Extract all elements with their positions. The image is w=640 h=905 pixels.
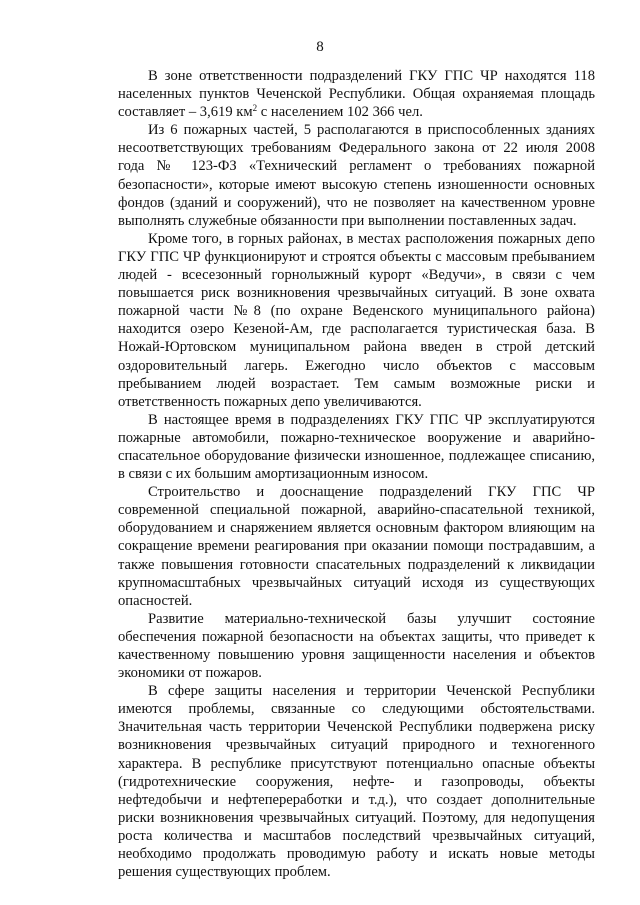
paragraph-mountain-areas: Кроме того, в горных районах, в местах расположения пожарных депо ГКУ ГПС ЧР функционируют и строятся объекты с массовым пребыванием людей - всесезонный горнолыжный курорт «Ведучи», в связи с чем повышается риск возникновения чрезвычайных ситуаций. В зоне охвата пожарной части №8 (по охране Веденского муниципального района) находится озеро Кезеной-Ам, где располагается туристическая база. В Ножай-Юртовском муниципальном района введен в строй детский оздоровительный лагерь. Ежегодно число объектов с массовым пребыванием людей возрастает. Тем самым возможные риски и ответственность пожарных депо увеличиваются. [118,230,595,410]
paragraph-text: В зоне ответственности подразделений ГКУ ГПС ЧР находятся 118 населенных пунктов Чеченской Республики. Общая охраняемая площадь составляет – 3,619 км [118,68,595,121]
paragraph-material-base: Развитие материально-технической базы улучшит состояние обеспечения пожарной безопасности на объектах защиты, что приведет к качественному повышению уровня защищенности населения и объектов экономики от пожаров. [118,610,595,682]
paragraph-responsibility-zone [118,67,595,121]
superscript-squared: 2 [252,103,258,114]
paragraph-text-continued: с населением 102 366 чел. [257,104,423,121]
paragraph-worn-equipment: В настоящее время в подразделениях ГКУ ГПС ЧР эксплуатируются пожарные автомобили, пожарно-техническое вооружение и аварийно-спасательное оборудование физически изношенное, подлежащее списанию, в связи с их большим амортизационным износом. [118,411,595,483]
paragraph-construction: Строительство и дооснащение подразделений ГКУ ГПС ЧР современной специальной пожарной, аварийно-спасательной техникой, оборудованием и снаряжением является основным фактором влияющим на сокращение времени реагирования при оказании помощи пострадавшим, а также повышения готовности спасательных подразделений к ликвидации крупномасштабных чрезвычайных ситуаций исходя из существующих опасностей. [118,484,595,609]
paragraph-fire-stations: Из 6 пожарных частей, 5 располагаются в приспособленных зданиях несоответствующих требованиям Федерального закона от 22 июля 2008 года № 123-ФЗ «Технический регламент о требованиях пожарной безопасности», которые имеют высокую степень изношенности основных фондов (зданий и сооружений), что не позволяет на качественном уровне выполнять служебные обязанности при выполнении поставленных задач. [118,122,595,229]
document-body [118,67,595,881]
paragraph-population-protection: В сфере защиты населения и территории Чеченской Республики имеются проблемы, связанные со следующими обстоятельствами. Значительная часть территории Чеченской Республики подвержена риску возникновения чрезвычайных ситуаций природного и техногенного характера. В республике присутствуют потенциально опасные объекты (гидротехнические сооружения, нефте- и газопроводы, объекты нефтедобычи и нефтепереработки и т.д.), что создает дополнительные риски возникновения чрезвычайных ситуаций. Поэтому, для недопущения роста количества и масштабов последствий чрезвычайных ситуаций, необходимо продолжать проводимую работу и искать новые методы решения существующих проблем. [118,683,595,881]
page-number: 8 [316,39,324,55]
